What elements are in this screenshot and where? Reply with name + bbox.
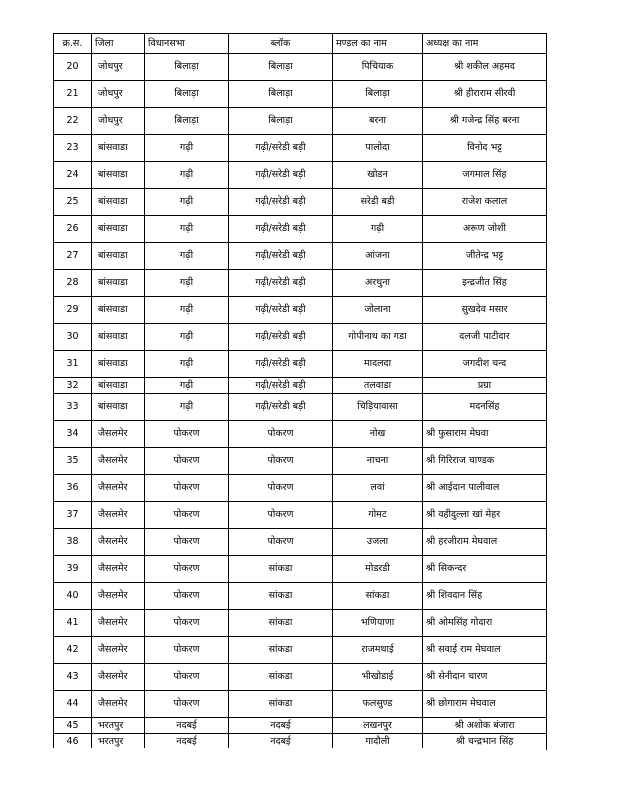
cell-block: पोकरण <box>229 421 333 448</box>
cell-serial-number: 40 <box>54 583 92 610</box>
table-row <box>54 378 547 394</box>
cell-serial-number: 35 <box>54 448 92 475</box>
cell-serial-number: 23 <box>54 135 92 162</box>
cell-serial-number: 22 <box>54 108 92 135</box>
table-row <box>54 54 547 81</box>
cell-district: जोधपुर <box>92 108 145 135</box>
cell-serial-number: 24 <box>54 162 92 189</box>
cell-president-name: श्री शिवदान सिंह <box>423 583 547 610</box>
cell-assembly: पोकरण <box>145 421 229 448</box>
cell-serial-number: 25 <box>54 189 92 216</box>
table-row <box>54 502 547 529</box>
cell-district: जैसलमेर <box>92 448 145 475</box>
cell-serial-number: 38 <box>54 529 92 556</box>
cell-block: बिलाड़ा <box>229 108 333 135</box>
cell-serial-number: 32 <box>54 378 92 394</box>
cell-president-name: श्री गजेन्द्र सिंह बरना <box>423 108 547 135</box>
cell-mandal-name: पालोदा <box>333 135 423 162</box>
cell-president-name: श्री वहीदुल्ला खां मेहर <box>423 502 547 529</box>
table-row <box>54 243 547 270</box>
table-row <box>54 108 547 135</box>
cell-district: बांसवाडा <box>92 270 145 297</box>
cell-mandal-name: नाचना <box>333 448 423 475</box>
cell-serial-number: 46 <box>54 734 92 750</box>
cell-district: जैसलमेर <box>92 583 145 610</box>
cell-assembly: गढ़ी <box>145 297 229 324</box>
mandal-president-table <box>53 33 547 750</box>
cell-district: जैसलमेर <box>92 637 145 664</box>
cell-president-name: जगदीश चन्द <box>423 351 547 378</box>
cell-assembly: पोकरण <box>145 610 229 637</box>
cell-serial-number: 30 <box>54 324 92 351</box>
cell-block: सांकडा <box>229 583 333 610</box>
header-president-name: अध्यक्ष का नाम <box>423 34 547 54</box>
cell-assembly: पोकरण <box>145 556 229 583</box>
cell-assembly: गढ़ी <box>145 216 229 243</box>
cell-president-name: जगमाल सिंह <box>423 162 547 189</box>
cell-mandal-name: गढ़ी <box>333 216 423 243</box>
cell-president-name: सुखदेव मसार <box>423 297 547 324</box>
cell-serial-number: 42 <box>54 637 92 664</box>
cell-mandal-name: लखनपुर <box>333 718 423 734</box>
cell-assembly: पोकरण <box>145 529 229 556</box>
cell-district: जैसलमेर <box>92 502 145 529</box>
cell-mandal-name: भीखोडाई <box>333 664 423 691</box>
cell-president-name: विनोद भट्ट <box>423 135 547 162</box>
cell-president-name: श्री सवाई राम मेघवाल <box>423 637 547 664</box>
cell-assembly: गढ़ी <box>145 378 229 394</box>
cell-district: भरतपुर <box>92 734 145 750</box>
cell-assembly: गढ़ी <box>145 189 229 216</box>
table-row <box>54 189 547 216</box>
cell-district: बांसवाडा <box>92 351 145 378</box>
cell-assembly: गढ़ी <box>145 394 229 421</box>
cell-block: गढ़ी/सरेडी बड़ी <box>229 270 333 297</box>
table-row <box>54 394 547 421</box>
cell-serial-number: 37 <box>54 502 92 529</box>
table-row <box>54 270 547 297</box>
cell-block: नदबई <box>229 718 333 734</box>
cell-block: गढ़ी/सरेडी बड़ी <box>229 297 333 324</box>
cell-district: बांसवाडा <box>92 135 145 162</box>
cell-president-name: इन्द्रजीत सिंह <box>423 270 547 297</box>
cell-assembly: गढ़ी <box>145 351 229 378</box>
table-row <box>54 448 547 475</box>
cell-block: बिलाड़ा <box>229 54 333 81</box>
cell-block: पोकरण <box>229 448 333 475</box>
cell-district: जोधपुर <box>92 81 145 108</box>
cell-mandal-name: अरथुना <box>333 270 423 297</box>
cell-district: बांसवाडा <box>92 378 145 394</box>
cell-serial-number: 41 <box>54 610 92 637</box>
table-row <box>54 162 547 189</box>
cell-block: गढ़ी/सरेडी बड़ी <box>229 378 333 394</box>
table-row <box>54 691 547 718</box>
cell-mandal-name: गोपीनाथ का गडा <box>333 324 423 351</box>
table-row <box>54 610 547 637</box>
cell-assembly: गढ़ी <box>145 243 229 270</box>
table-row <box>54 421 547 448</box>
cell-president-name: राजेश कलाल <box>423 189 547 216</box>
header-block: ब्लॉक <box>229 34 333 54</box>
cell-district: बांसवाडा <box>92 297 145 324</box>
cell-mandal-name: सांकडा <box>333 583 423 610</box>
cell-assembly: पोकरण <box>145 475 229 502</box>
table-row <box>54 529 547 556</box>
table-header-row <box>54 34 547 54</box>
cell-serial-number: 44 <box>54 691 92 718</box>
cell-assembly: गढ़ी <box>145 162 229 189</box>
cell-mandal-name: फलसुण्ड <box>333 691 423 718</box>
cell-assembly: गढ़ी <box>145 324 229 351</box>
cell-president-name: अरूण जोशी <box>423 216 547 243</box>
cell-assembly: नदबई <box>145 734 229 750</box>
cell-district: बांसवाडा <box>92 394 145 421</box>
cell-assembly: पोकरण <box>145 664 229 691</box>
cell-block: सांकडा <box>229 664 333 691</box>
header-mandal-name: मण्डल का नाम <box>333 34 423 54</box>
cell-block: सांकडा <box>229 691 333 718</box>
cell-president-name: श्री अशोक बंजारा <box>423 718 547 734</box>
cell-district: जैसलमेर <box>92 556 145 583</box>
table-row <box>54 216 547 243</box>
cell-mandal-name: बिलाड़ा <box>333 81 423 108</box>
cell-serial-number: 43 <box>54 664 92 691</box>
table-row <box>54 324 547 351</box>
cell-serial-number: 33 <box>54 394 92 421</box>
table-row <box>54 475 547 502</box>
cell-district: बांसवाडा <box>92 324 145 351</box>
cell-president-name: प्रग्रा <box>423 378 547 394</box>
cell-president-name: श्री हरजीराम मेघवाल <box>423 529 547 556</box>
cell-district: जैसलमेर <box>92 529 145 556</box>
cell-district: भरतपुर <box>92 718 145 734</box>
table-row <box>54 664 547 691</box>
cell-mandal-name: भणियाणा <box>333 610 423 637</box>
cell-mandal-name: आंजना <box>333 243 423 270</box>
cell-serial-number: 28 <box>54 270 92 297</box>
cell-mandal-name: बरना <box>333 108 423 135</box>
cell-mandal-name: मादलदा <box>333 351 423 378</box>
cell-assembly: नदबई <box>145 718 229 734</box>
cell-block: गढ़ी/सरेडी बड़ी <box>229 351 333 378</box>
cell-serial-number: 26 <box>54 216 92 243</box>
header-district: जिला <box>92 34 145 54</box>
cell-block: गढ़ी/सरेडी बड़ी <box>229 394 333 421</box>
cell-district: जैसलमेर <box>92 691 145 718</box>
cell-president-name: श्री फुसाराम मेघवा <box>423 421 547 448</box>
cell-serial-number: 39 <box>54 556 92 583</box>
table-row <box>54 351 547 378</box>
table-row <box>54 81 547 108</box>
cell-block: सांकडा <box>229 637 333 664</box>
page-bottom-margin <box>53 748 546 800</box>
table-row <box>54 637 547 664</box>
cell-president-name: श्री आईदान पालीवाल <box>423 475 547 502</box>
table-row <box>54 718 547 734</box>
table-row <box>54 556 547 583</box>
cell-block: गढ़ी/सरेडी बड़ी <box>229 216 333 243</box>
cell-assembly: बिलाड़ा <box>145 108 229 135</box>
cell-district: जैसलमेर <box>92 475 145 502</box>
cell-mandal-name: जोलाना <box>333 297 423 324</box>
cell-assembly: गढ़ी <box>145 135 229 162</box>
cell-block: सांकडा <box>229 556 333 583</box>
cell-serial-number: 31 <box>54 351 92 378</box>
cell-president-name: श्री शकील अहमद <box>423 54 547 81</box>
cell-block: गढ़ी/सरेडी बड़ी <box>229 135 333 162</box>
cell-mandal-name: गादौली <box>333 734 423 750</box>
cell-district: जैसलमेर <box>92 664 145 691</box>
cell-mandal-name: नोख <box>333 421 423 448</box>
cell-president-name: जीतेन्द्र भट्ट <box>423 243 547 270</box>
cell-assembly: पोकरण <box>145 691 229 718</box>
cell-assembly: पोकरण <box>145 502 229 529</box>
cell-mandal-name: तलवाडा <box>333 378 423 394</box>
cell-mandal-name: मोडरडी <box>333 556 423 583</box>
cell-serial-number: 27 <box>54 243 92 270</box>
cell-mandal-name: सरेडी बडी <box>333 189 423 216</box>
cell-block: सांकडा <box>229 610 333 637</box>
table-row <box>54 583 547 610</box>
cell-mandal-name: पिचियाक <box>333 54 423 81</box>
cell-serial-number: 29 <box>54 297 92 324</box>
cell-district: जोधपुर <box>92 54 145 81</box>
cell-mandal-name: चिड़ियावासा <box>333 394 423 421</box>
cell-president-name: श्री सेनीदान चारण <box>423 664 547 691</box>
cell-serial-number: 36 <box>54 475 92 502</box>
cell-mandal-name: राजमथाई <box>333 637 423 664</box>
table-row <box>54 297 547 324</box>
cell-district: बांसवाडा <box>92 216 145 243</box>
cell-assembly: पोकरण <box>145 583 229 610</box>
cell-president-name: श्री चन्द्रभान सिंह <box>423 734 547 750</box>
cell-district: बांसवाडा <box>92 189 145 216</box>
cell-president-name: दलजी पाटीदार <box>423 324 547 351</box>
cell-assembly: बिलाड़ा <box>145 81 229 108</box>
cell-block: गढ़ी/सरेडी बड़ी <box>229 324 333 351</box>
cell-assembly: पोकरण <box>145 448 229 475</box>
header-serial-number: क्र.स. <box>54 34 92 54</box>
cell-president-name: श्री गिरिराज चाण्डक <box>423 448 547 475</box>
cell-mandal-name: गोमट <box>333 502 423 529</box>
cell-district: बांसवाडा <box>92 162 145 189</box>
cell-block: गढ़ी/सरेडी बड़ी <box>229 189 333 216</box>
cell-mandal-name: लवां <box>333 475 423 502</box>
mandal-president-table-page <box>53 33 546 750</box>
cell-district: बांसवाडा <box>92 243 145 270</box>
cell-president-name: श्री ओमसिंह गोदारा <box>423 610 547 637</box>
cell-assembly: गढ़ी <box>145 270 229 297</box>
cell-president-name: श्री छोगाराम मेघवाल <box>423 691 547 718</box>
cell-block: पोकरण <box>229 475 333 502</box>
cell-block: नदबई <box>229 734 333 750</box>
cell-block: पोकरण <box>229 502 333 529</box>
cell-serial-number: 20 <box>54 54 92 81</box>
cell-serial-number: 45 <box>54 718 92 734</box>
cell-serial-number: 34 <box>54 421 92 448</box>
cell-block: गढ़ी/सरेडी बड़ी <box>229 243 333 270</box>
cell-serial-number: 21 <box>54 81 92 108</box>
cell-president-name: मदनसिंह <box>423 394 547 421</box>
cell-president-name: श्री सिकन्दर <box>423 556 547 583</box>
cell-block: गढ़ी/सरेडी बड़ी <box>229 162 333 189</box>
table-row <box>54 135 547 162</box>
header-assembly: विधानसभा <box>145 34 229 54</box>
cell-mandal-name: खोडन <box>333 162 423 189</box>
cell-district: जैसलमेर <box>92 421 145 448</box>
cell-block: बिलाड़ा <box>229 81 333 108</box>
cell-mandal-name: उजला <box>333 529 423 556</box>
cell-assembly: बिलाड़ा <box>145 54 229 81</box>
cell-president-name: श्री हीराराम सीरवी <box>423 81 547 108</box>
cell-block: पोकरण <box>229 529 333 556</box>
cell-assembly: पोकरण <box>145 637 229 664</box>
cell-district: जैसलमेर <box>92 610 145 637</box>
